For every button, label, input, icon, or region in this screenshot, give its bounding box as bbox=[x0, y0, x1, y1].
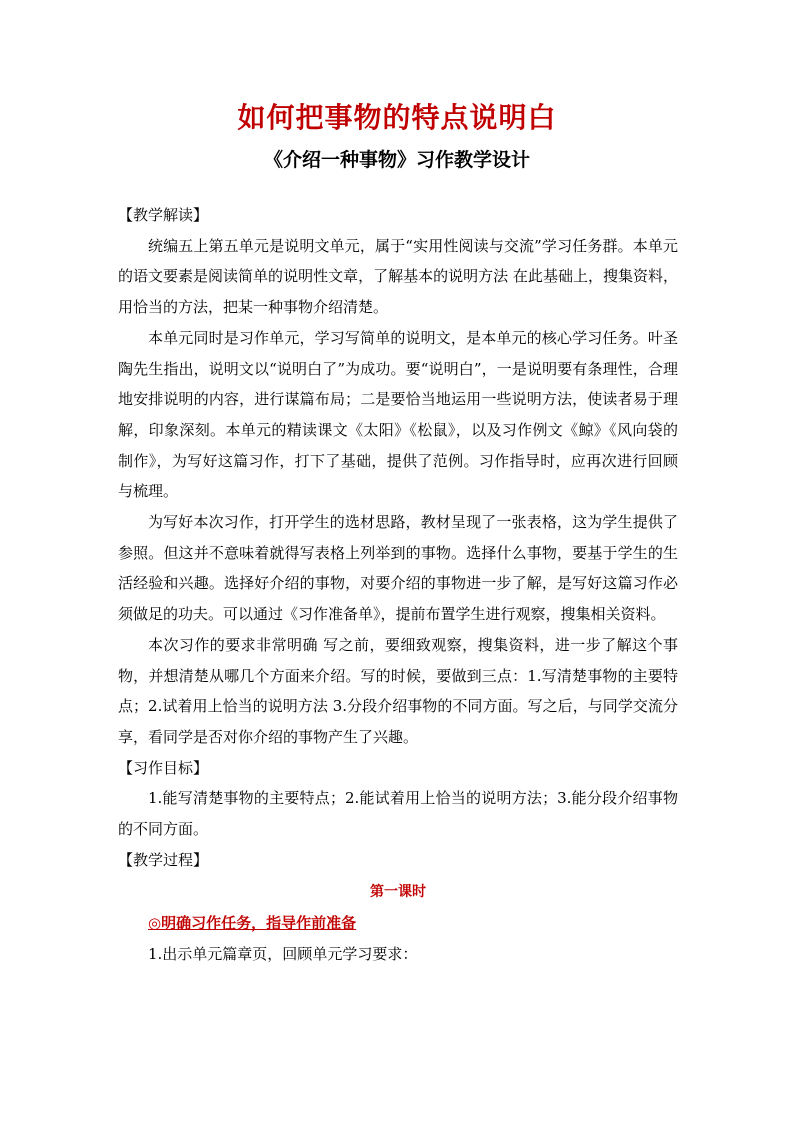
paragraph: 1.能写清楚事物的主要特点；2.能试着用上恰当的说明方法；3.能分段介绍事物的不同方面。 bbox=[118, 789, 678, 839]
document-subtitle: 《介绍一种事物》习作教学设计 bbox=[263, 149, 530, 171]
paragraph: 统编五上第五单元是说明文单元，属于“实用性阅读与交流”学习任务群。本单元的语文要素是阅读简单的说明性文章，了解基本的说明方法 在此基础上，搜集资料，用恰当的方法，把某一种事物介绍清楚。 bbox=[118, 236, 678, 317]
document-body bbox=[118, 200, 678, 970]
document-title: 如何把事物的特点说明白 bbox=[237, 101, 557, 134]
section-heading-process: 【教学过程】 bbox=[118, 850, 209, 869]
step-item: 1.出示单元篇章页，回顾单元学习要求： bbox=[148, 944, 418, 963]
paragraph: 为写好本次习作，打开学生的选材思路，教材呈现了一张表格，这为学生提供了参照。但这并不意味着就得写表格上列举到的事物。选择什么事物，要基于学生的生活经验和兴趣。选择好介绍的事物，对要介绍的事物进一步了解，是写好这篇习作必须做足的功夫。可以通过《习作准备单》，提前布置学生进行观察，搜集相关资料。 bbox=[118, 513, 678, 624]
section-heading-goals: 【习作目标】 bbox=[118, 758, 209, 777]
paragraph: 本单元同时是习作单元，学习写简单的说明文，是本单元的核心学习任务。叶圣陶先生指出，说明文以“说明白了”为成功。要“说明白”，一是说明要有条理性，合理地安排说明的内容，进行谋篇布局；二是要恰当地运用一些说明方法，使读者易于理解，印象深刻。本单元的精读课文《太阳》《松鼠》，以及习作例文《鲸》《风向袋的制作》，为写好这篇习作，打下了基础，提供了范例。习作指导时，应再次进行回顾与梳理。 bbox=[118, 328, 678, 501]
lesson-title: 第一课时 bbox=[370, 884, 426, 901]
task-heading: ◎明确习作任务，指导作前准备 bbox=[148, 914, 357, 933]
paragraph: 本次习作的要求非常明确 写之前，要细致观察，搜集资料，进一步了解这个事物，并想清楚从哪几个方面来介绍。写的时候，要做到三点：1.写清楚事物的主要特点；2.试着用上恰当的说明方法 3.分段介绍事物的不同方面。写之后，与同学交流分享，看同学是否对你介绍的事物产生了兴趣。 bbox=[118, 635, 678, 746]
section-heading-interpretation: 【教学解读】 bbox=[118, 206, 209, 224]
